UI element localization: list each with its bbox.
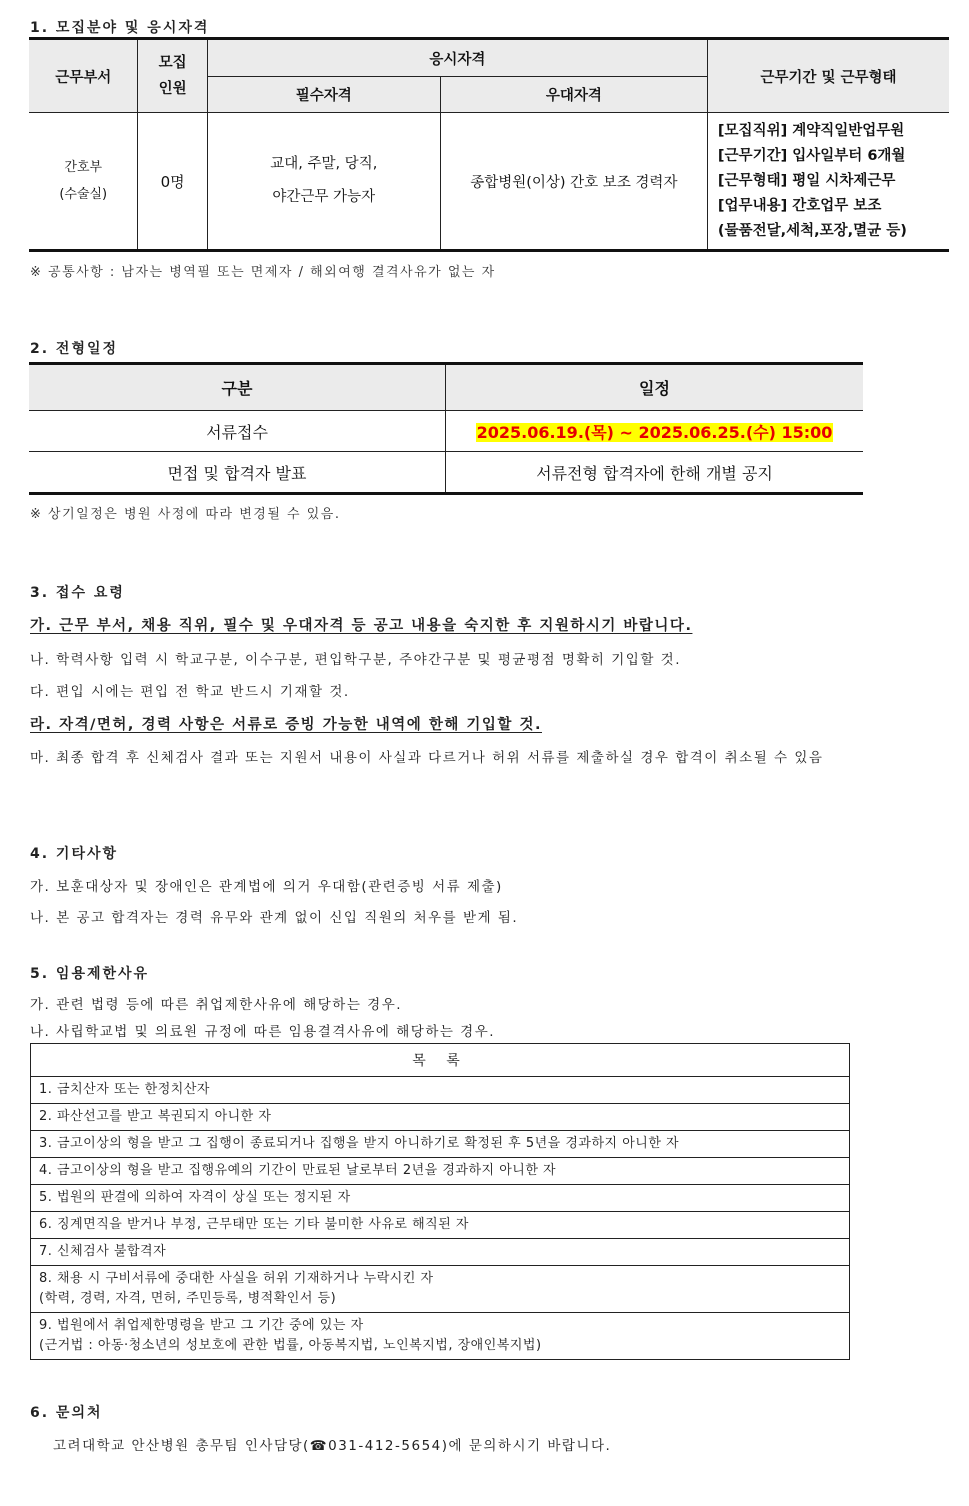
list-row-text: 9. 법원에서 취업제한명령을 받고 그 기간 중에 있는 자 <box>39 1318 364 1333</box>
cell-work-details <box>707 113 949 251</box>
application-guide-item: 라. 자격/면허, 경력 사항은 서류로 증빙 가능한 내역에 한해 기입할 것. <box>30 717 542 733</box>
application-guide-item: 나. 학력사항 입력 시 학교구분, 이수구분, 편입학구분, 주야간구분 및 평균평점 명확히 기입할 것. <box>30 652 682 668</box>
header-headcount <box>138 39 207 113</box>
section-6-title: 6. 문의처 <box>30 1405 103 1421</box>
section-5-title: 5. 임용제한사유 <box>30 966 150 982</box>
header-headcount-line2: 인원 <box>158 81 187 97</box>
list-row: 4. 금고이상의 형을 받고 집행유예의 기간이 만료된 날로부터 2년을 경과하지 아니한 자 <box>31 1158 850 1185</box>
list-row: 3. 금고이상의 형을 받고 그 집행이 종료되거나 집행을 받지 아니하기로 확정된 후 5년을 경과하지 아니한 자 <box>31 1131 850 1158</box>
department-unit: (수술실) <box>59 187 108 202</box>
other-item: 나. 본 공고 합격자는 경력 유무와 관계 없이 신입 직원의 처우를 받게 됨. <box>30 910 519 926</box>
duty-content: [업무내용] 간호업무 보조 <box>717 197 882 214</box>
cell-preferred: 종합병원(이상) 간호 보조 경력자 <box>440 113 707 251</box>
section-1-title: 1. 모집분야 및 응시자격 <box>30 20 210 36</box>
list-row: 7. 신체검사 불합격자 <box>31 1239 850 1266</box>
application-guide-item: 마. 최종 합격 후 신체검사 결과 또는 지원서 내용이 사실과 다르거나 허위 서류를 제출하실 경우 합격이 취소될 수 있음 <box>30 750 824 766</box>
cell-department <box>29 113 138 251</box>
header-work-period: 근무기간 및 근무형태 <box>707 39 949 113</box>
list-row <box>31 1313 850 1360</box>
schedule-row2-value: 서류전형 합격자에 한해 개별 공지 <box>446 452 864 494</box>
list-row: 6. 징계면직을 받거나 부정, 근무태만 또는 기타 불미한 사유로 해직된 자 <box>31 1212 850 1239</box>
header-headcount-line1: 모집 <box>158 55 187 71</box>
schedule-row1-label: 서류접수 <box>29 411 446 452</box>
list-row-text: 8. 채용 시 구비서류에 중대한 사실을 허위 기재하거나 누락시킨 자 <box>39 1271 434 1286</box>
contact-info: 고려대학교 안산병원 총무팀 인사담당(☎031-412-5654)에 문의하시기 바랍니다. <box>53 1438 612 1454</box>
restriction-item: 나. 사립학교법 및 의료원 규정에 따른 임용결격사유에 해당하는 경우. <box>30 1024 496 1040</box>
cell-headcount: 0명 <box>138 113 207 251</box>
header-required: 필수자격 <box>207 77 440 113</box>
schedule-row1-value <box>446 411 864 452</box>
header-department: 근무부서 <box>29 39 138 113</box>
schedule-change-note: ※ 상기일정은 병원 사정에 따라 변경될 수 있음. <box>30 507 341 522</box>
cell-required <box>207 113 440 251</box>
section-3-title: 3. 접수 요령 <box>30 585 125 601</box>
list-row: 1. 금치산자 또는 한정치산자 <box>31 1077 850 1104</box>
required-line1: 교대, 주말, 당직, <box>270 156 378 172</box>
section-4-title: 4. 기타사항 <box>30 846 119 862</box>
list-row <box>31 1266 850 1313</box>
common-requirements-note: ※ 공통사항 : 남자는 병역필 또는 면제자 / 해외여행 결격사유가 없는 자 <box>30 265 496 280</box>
header-category: 구분 <box>29 364 446 411</box>
list-row-subtext: (학력, 경력, 자격, 면허, 주민등록, 병적확인서 등) <box>39 1291 337 1306</box>
section-2-title: 2. 전형일정 <box>30 341 119 357</box>
list-row: 2. 파산선고를 받고 복권되지 아니한 자 <box>31 1104 850 1131</box>
duty-position: [모집직위] 계약직일반업무원 <box>717 122 905 139</box>
disqualification-list-table <box>30 1043 850 1360</box>
list-row-subtext: (근거법 : 아동·청소년의 성보호에 관한 법률, 아동복지법, 노인복지법, 장애인복지법) <box>39 1338 542 1353</box>
application-period-highlight: 2025.06.19.(목) ~ 2025.06.25.(수) 15:00 <box>476 422 833 442</box>
department-name: 간호부 <box>64 160 103 175</box>
required-line2: 야간근무 가능자 <box>272 189 376 205</box>
list-header: 목 록 <box>31 1044 850 1077</box>
application-guide-item: 다. 편입 시에는 편입 전 학교 반드시 기재할 것. <box>30 684 350 700</box>
header-qualification: 응시자격 <box>207 39 707 77</box>
other-item: 가. 보훈대상자 및 장애인은 관계법에 의거 우대함(관련증빙 서류 제출) <box>30 879 503 895</box>
header-schedule: 일정 <box>446 364 864 411</box>
header-preferred: 우대자격 <box>440 77 707 113</box>
list-row: 5. 법원의 판결에 의하여 자격이 상실 또는 정지된 자 <box>31 1185 850 1212</box>
schedule-table <box>29 362 863 495</box>
restriction-item: 가. 관련 법령 등에 따른 취업제한사유에 해당하는 경우. <box>30 997 403 1013</box>
duty-content-detail: (물품전달,세척,포장,멸균 등) <box>717 222 907 239</box>
duty-type: [근무형태] 평일 시차제근무 <box>717 172 896 189</box>
application-guide-item: 가. 근무 부서, 채용 직위, 필수 및 우대자격 등 공고 내용을 숙지한 후 지원하시기 바랍니다. <box>30 618 693 634</box>
schedule-row2-label: 면접 및 합격자 발표 <box>29 452 446 494</box>
duty-period: [근무기간] 입사일부터 6개월 <box>717 147 906 164</box>
recruitment-table <box>29 37 949 252</box>
